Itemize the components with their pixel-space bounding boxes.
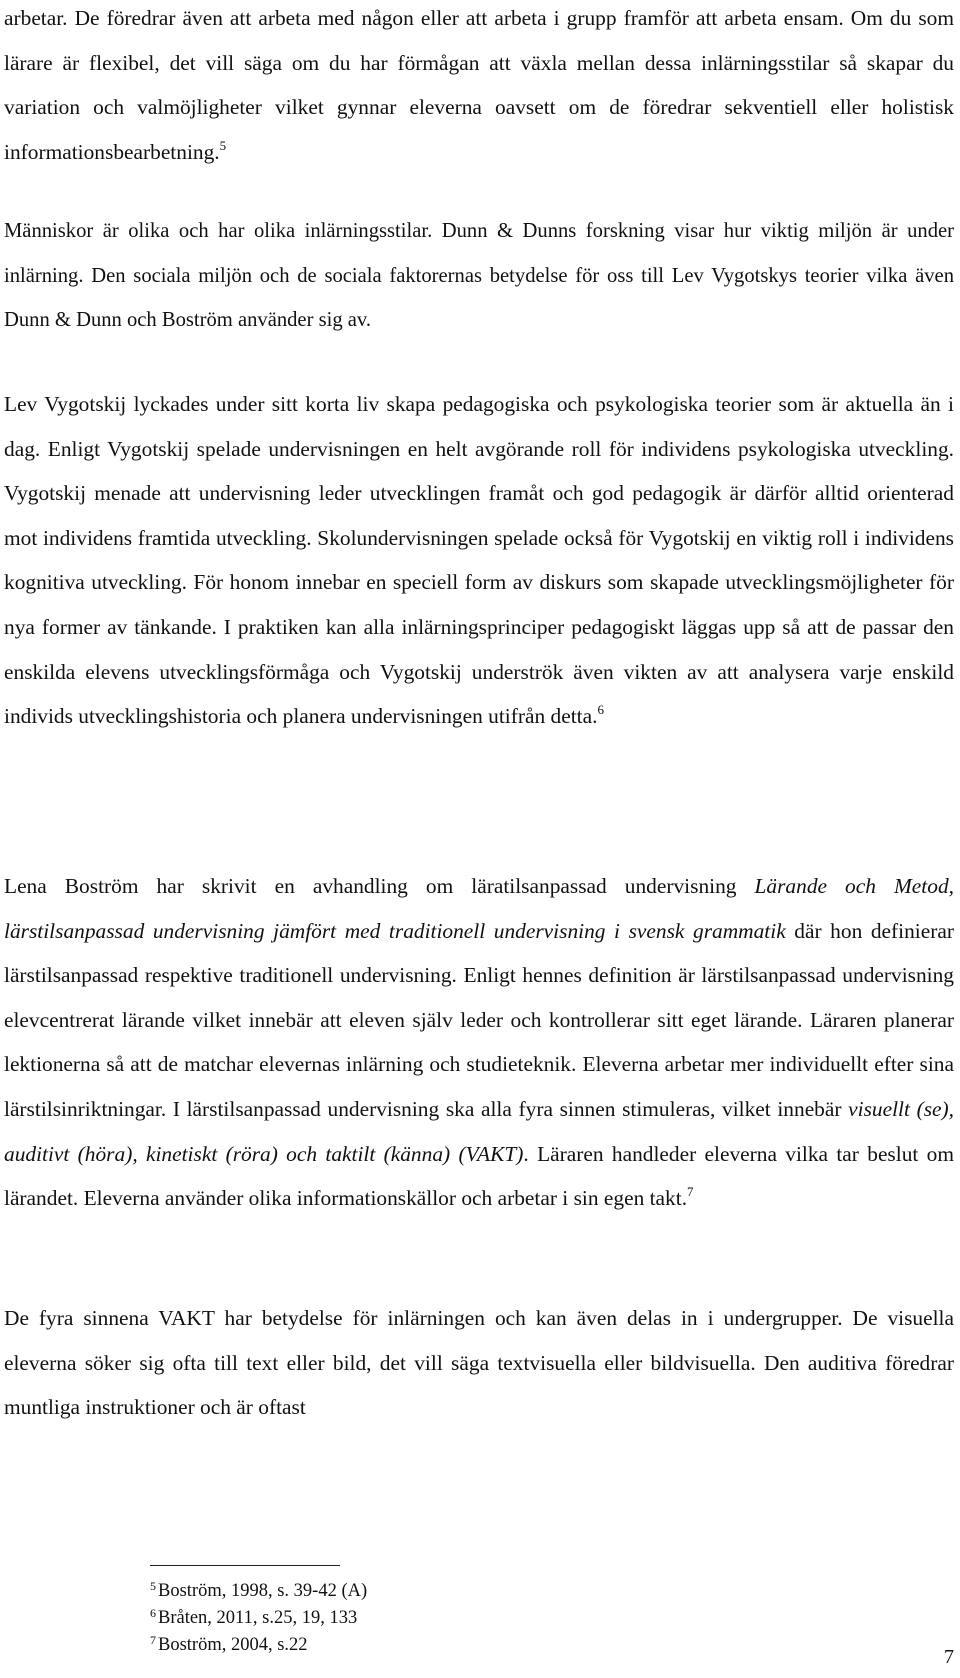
footnote-ref-6: 6 bbox=[597, 702, 604, 718]
paragraph-end: . Läraren handleder eleverna vilka tar beslut om lärandet. Eleverna använder olika informationskällor och arbetar i sin egen takt. bbox=[4, 1141, 954, 1211]
footnote-5 bbox=[150, 1578, 650, 1605]
paragraph-intro: Lena Boström har skrivit en avhandling om läratilsanpassad undervisning bbox=[4, 874, 737, 898]
vakt-senses: visuellt (se), auditivt (höra), kinetiskt (röra) och taktilt (känna) (VAKT) bbox=[4, 1096, 954, 1166]
paragraph-bostrom bbox=[4, 864, 954, 1221]
page-number: 7 bbox=[944, 1646, 954, 1668]
paragraph-learning-styles bbox=[4, 0, 954, 174]
thesis-title: Lärande och Metod, lärstilsanpassad undervisning jämfört med traditionell undervisning i svensk grammatik bbox=[4, 874, 954, 943]
footnote-number: 7 bbox=[150, 1633, 156, 1647]
footnote-separator bbox=[150, 1565, 340, 1566]
paragraph-vygotskij bbox=[4, 382, 954, 739]
footnote-text: Bråten, 2011, s.25, 19, 133 bbox=[158, 1608, 358, 1628]
paragraph-text: arbetar. De föredrar även att arbeta med någon eller att arbeta i grupp framför att arbeta ensam. Om du som lärare är flexibel, det vill säga om du har förmågan att växla mellan dessa inlärningsstilar så skapar du variation och valmöjligheter vilket gynnar eleverna oavsett om de föredrar sekventiell eller holistisk informationsbearbetning. bbox=[4, 6, 954, 164]
paragraph-middle: där hon definierar lärstilsanpassad respektive traditionell undervisning. Enligt hennes definition är lärstilsanpassad undervisning elevcentrerat lärande vilket innebär att eleven själv leder och kontrollerar sitt eget lärande. Läraren planerar lektionerna så att de matchar elevernas inlärning och studieteknik. Eleverna arbetar mer individuellt efter sina lärstilsinriktningar. I lärstilsanpassad undervisning ska alla fyra sinnen stimuleras, vilket innebär bbox=[4, 918, 954, 1121]
footnotes bbox=[150, 1578, 650, 1659]
footnote-7 bbox=[150, 1632, 650, 1659]
footnote-number: 5 bbox=[150, 1579, 156, 1593]
footnote-number: 6 bbox=[150, 1606, 156, 1620]
paragraph-dunn-dunn bbox=[4, 209, 954, 343]
paragraph-text: Lev Vygotskij lyckades under sitt korta liv skapa pedagogiska och psykologiska teorier som är aktuella än i dag. Enligt Vygotskij spelade undervisningen en helt avgörande roll för individens psykologiska utveckling. Vygotskij menade att undervisning leder utvecklingen framåt och god pedagogik är därför alltid orienterad mot individens framtida utveckling. Skolundervisningen spelade också för Vygotskij en viktig roll i individens kognitiva utveckling. För honom innebar en speciell form av diskurs som skapade utvecklingsmöjligheter för nya former av tänkande. I praktiken kan alla inlärningsprinciper pedagogiskt läggas upp så att de passar den enskilda elevens utvecklingsförmåga och Vygotskij underströk även vikten av att analysera varje enskild individs utvecklingshistoria och planera undervisningen utifrån detta. bbox=[4, 392, 954, 729]
footnote-text: Boström, 2004, s.22 bbox=[158, 1635, 308, 1655]
paragraph-text: De fyra sinnena VAKT har betydelse för inlärningen och kan även delas in i undergrupper. De visuella eleverna söker sig ofta till text eller bild, det vill säga textvisuella eller bildvisuella. Den auditiva föredrar muntliga instruktioner och är oftast bbox=[4, 1306, 954, 1420]
paragraph-text: Människor är olika och har olika inlärningsstilar. Dunn & Dunns forskning visar hur viktig miljön är under inlärning. Den sociala miljön och de sociala faktorernas betydelse för oss till Lev Vygotskys teorier vilka även Dunn & Dunn och Boström använder sig av. bbox=[4, 220, 954, 332]
footnote-text: Boström, 1998, s. 39-42 (A) bbox=[158, 1581, 368, 1601]
footnote-6 bbox=[150, 1605, 650, 1632]
footnote-ref-7: 7 bbox=[687, 1184, 694, 1200]
paragraph-vakt bbox=[4, 1296, 954, 1430]
footnote-ref-5: 5 bbox=[219, 137, 227, 153]
